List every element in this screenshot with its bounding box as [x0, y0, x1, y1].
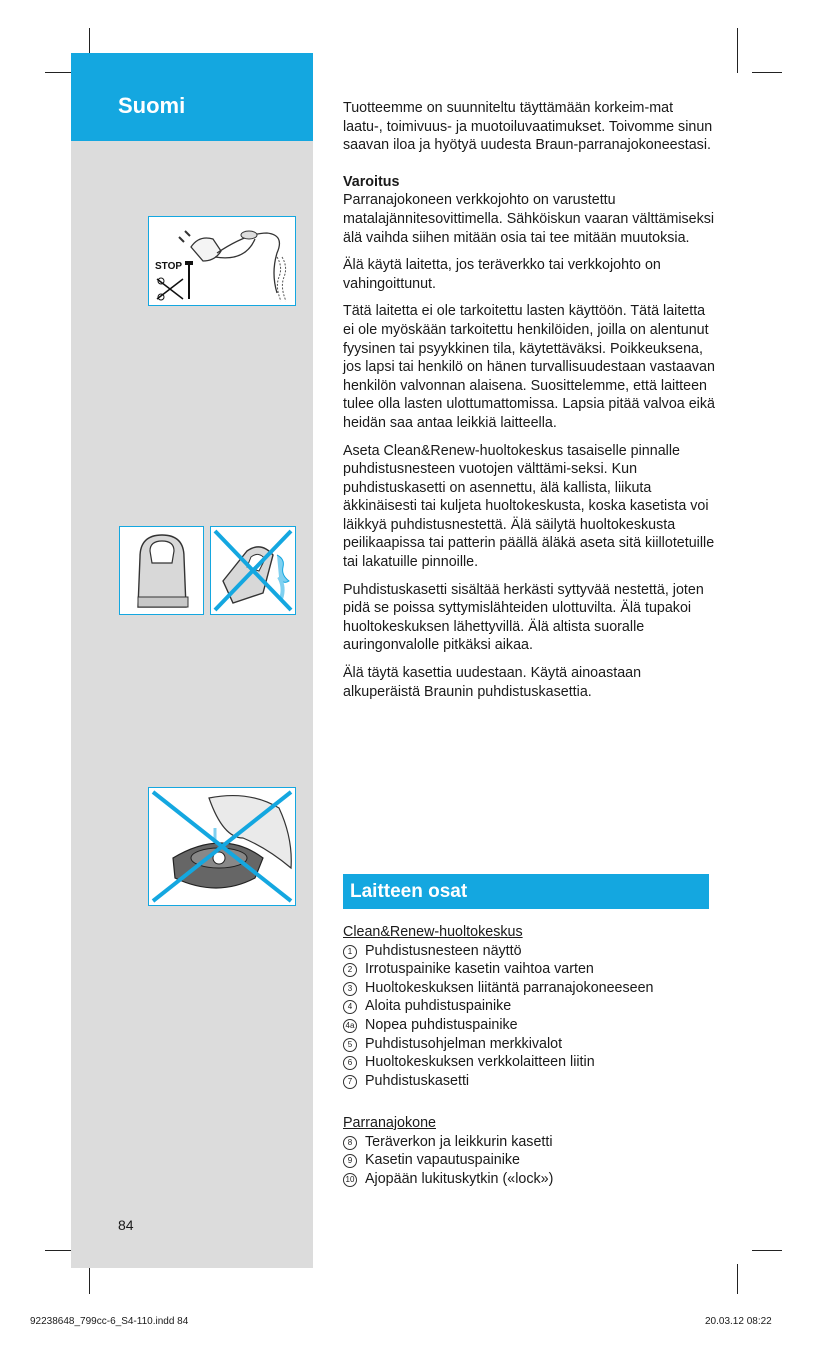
- crop-mark: [737, 28, 738, 73]
- item-number: 3: [343, 982, 357, 996]
- cleaning-station-icon: [120, 527, 203, 614]
- item-label: Teräverkon ja leikkurin kasetti: [365, 1133, 553, 1150]
- warning-paragraph: Älä käytä laitetta, jos teräverkko tai verkkojohto on vahingoittunut.: [343, 257, 661, 292]
- shaver-parts-list: [343, 1133, 715, 1189]
- item-label: Aloita puhdistuspainike: [365, 998, 512, 1015]
- item-number: 2: [343, 963, 357, 977]
- item-number: 8: [343, 1136, 357, 1150]
- title-band: [71, 53, 313, 141]
- crop-mark: [89, 1264, 90, 1294]
- figure-no-refill-crossed: [148, 787, 296, 906]
- warning-paragraph: Puhdistuskasetti sisältää herkästi syttyvää nestettä, joten pidä se poissa syttymislähteiden ulottuvilta. Älä tupakoi huoltokeskuksen lähettyvillä. Älä altista suoralle auringonvalolle pitkäksi aikaa.: [343, 581, 704, 654]
- crop-mark: [752, 72, 782, 73]
- list-item: [343, 1035, 715, 1054]
- figure-station-upright: [119, 526, 204, 615]
- station-parts: [343, 923, 715, 1090]
- list-item: [343, 942, 715, 961]
- warning-paragraph: Älä täytä kasettia uudestaan. Käytä ainoastaan alkuperäistä Braunin puhdistuskasettia.: [343, 665, 642, 700]
- crop-mark: [752, 1250, 782, 1251]
- list-item: [343, 1016, 715, 1035]
- section-title: Laitteen osat: [350, 881, 468, 902]
- item-label: Ajopään lukituskytkin («lock»): [365, 1170, 554, 1187]
- list-item: [343, 1151, 715, 1170]
- item-number: 7: [343, 1075, 357, 1089]
- item-number: 5: [343, 1038, 357, 1052]
- item-label: Nopea puhdistuspainike: [365, 1016, 518, 1033]
- list-item: [343, 960, 715, 979]
- item-label: Kasetin vapautuspainike: [365, 1152, 520, 1169]
- item-label: Puhdistusnesteen näyttö: [365, 942, 522, 959]
- item-number: 4: [343, 1000, 357, 1014]
- list-item: [343, 1170, 715, 1189]
- figure-plug-warning: [148, 216, 296, 306]
- list-item: [343, 1133, 715, 1152]
- no-tilting-icon: [211, 527, 295, 614]
- intro-paragraph: Tuotteemme on suunniteltu täyttämään korkeim-mat laatu-, toimivuus- ja muotoiluvaatimukset. Toivomme sinun saavan iloa ja hyötyä uudesta Braun-parranajokoneestasi.: [343, 100, 713, 154]
- warning-section: [343, 173, 715, 247]
- list-item: [343, 997, 715, 1016]
- item-label: Puhdistusohjelman merkkivalot: [365, 1035, 563, 1052]
- figure-station-tilted-crossed: [210, 526, 296, 615]
- main-text: [343, 99, 715, 710]
- station-parts-list: [343, 942, 715, 1091]
- stop-label: STOP: [155, 261, 183, 272]
- page-title: Suomi: [118, 93, 186, 118]
- station-heading: Clean&Renew-huoltokeskus: [343, 924, 523, 940]
- list-item: [343, 1072, 715, 1091]
- item-number: 9: [343, 1154, 357, 1168]
- item-label: Irrotuspainike kasetin vaihtoa varten: [365, 961, 594, 978]
- item-label: Huoltokeskuksen verkkolaitteen liitin: [365, 1054, 595, 1071]
- footer-date: 20.03.12 08:22: [705, 1316, 772, 1327]
- item-number: 10: [343, 1173, 357, 1187]
- warning-heading: Varoitus: [343, 173, 400, 190]
- warning-paragraph: Aseta Clean&Renew-huoltokeskus tasaiselle pinnalle puhdistusnesteen vuotojen välttämi-seksi. Kun puhdistuskasetti on asennettu, älä kallista, liikuta äkkinäisesti tai kuljeta huoltokeskusta, koska kasetista voi läikkyä puhdistusnestettä. Älä säilytä huoltokeskusta peilikaapissa tai patterin päällä äläkä aseta sitä kiillotetuille tai lakatuille pinnoille.: [343, 442, 715, 571]
- no-refill-icon: [149, 788, 295, 905]
- shaver-parts: [343, 1114, 715, 1188]
- list-item: [343, 1053, 715, 1072]
- warning-paragraph: Parranajokoneen verkkojohto on varustettu matalajännitesovittimella. Sähköiskun vaaran välttämiseksi älä vaihda siihen mitään osia tai tee mitään muutoksia.: [343, 192, 715, 246]
- crop-mark: [737, 1264, 738, 1294]
- item-number: 1: [343, 945, 357, 959]
- item-number: 6: [343, 1056, 357, 1070]
- list-item: [343, 979, 715, 998]
- item-label: Puhdistuskasetti: [365, 1072, 470, 1089]
- plug-illustration: [149, 217, 295, 305]
- page-number: 84: [118, 1217, 134, 1233]
- warning-paragraph: Tätä laitetta ei ole tarkoitettu lasten käyttöön. Tätä laitetta ei ole myöskään tarkoitettu henkilöiden, joilla on alentunut fyysinen tai psyykkinen tila, käytettäväksi. Poikkeuksena, jos lapsi tai henkilö on hänen turvallisuudestaan vastaavan henkilön valvonnan alaisena. Suosittelemme, että laitteen tulee olla lasten ulottumattomissa. Lapsia pitää valvoa eikä heidän saa antaa leikkiä laitteella.: [343, 303, 715, 431]
- item-label: Huoltokeskuksen liitäntä parranajokoneeseen: [365, 979, 654, 996]
- footer-file-info: 92238648_799cc-6_S4-110.indd 84: [30, 1316, 189, 1327]
- item-number: 4a: [343, 1019, 357, 1033]
- shaver-heading: Parranajokone: [343, 1115, 436, 1131]
